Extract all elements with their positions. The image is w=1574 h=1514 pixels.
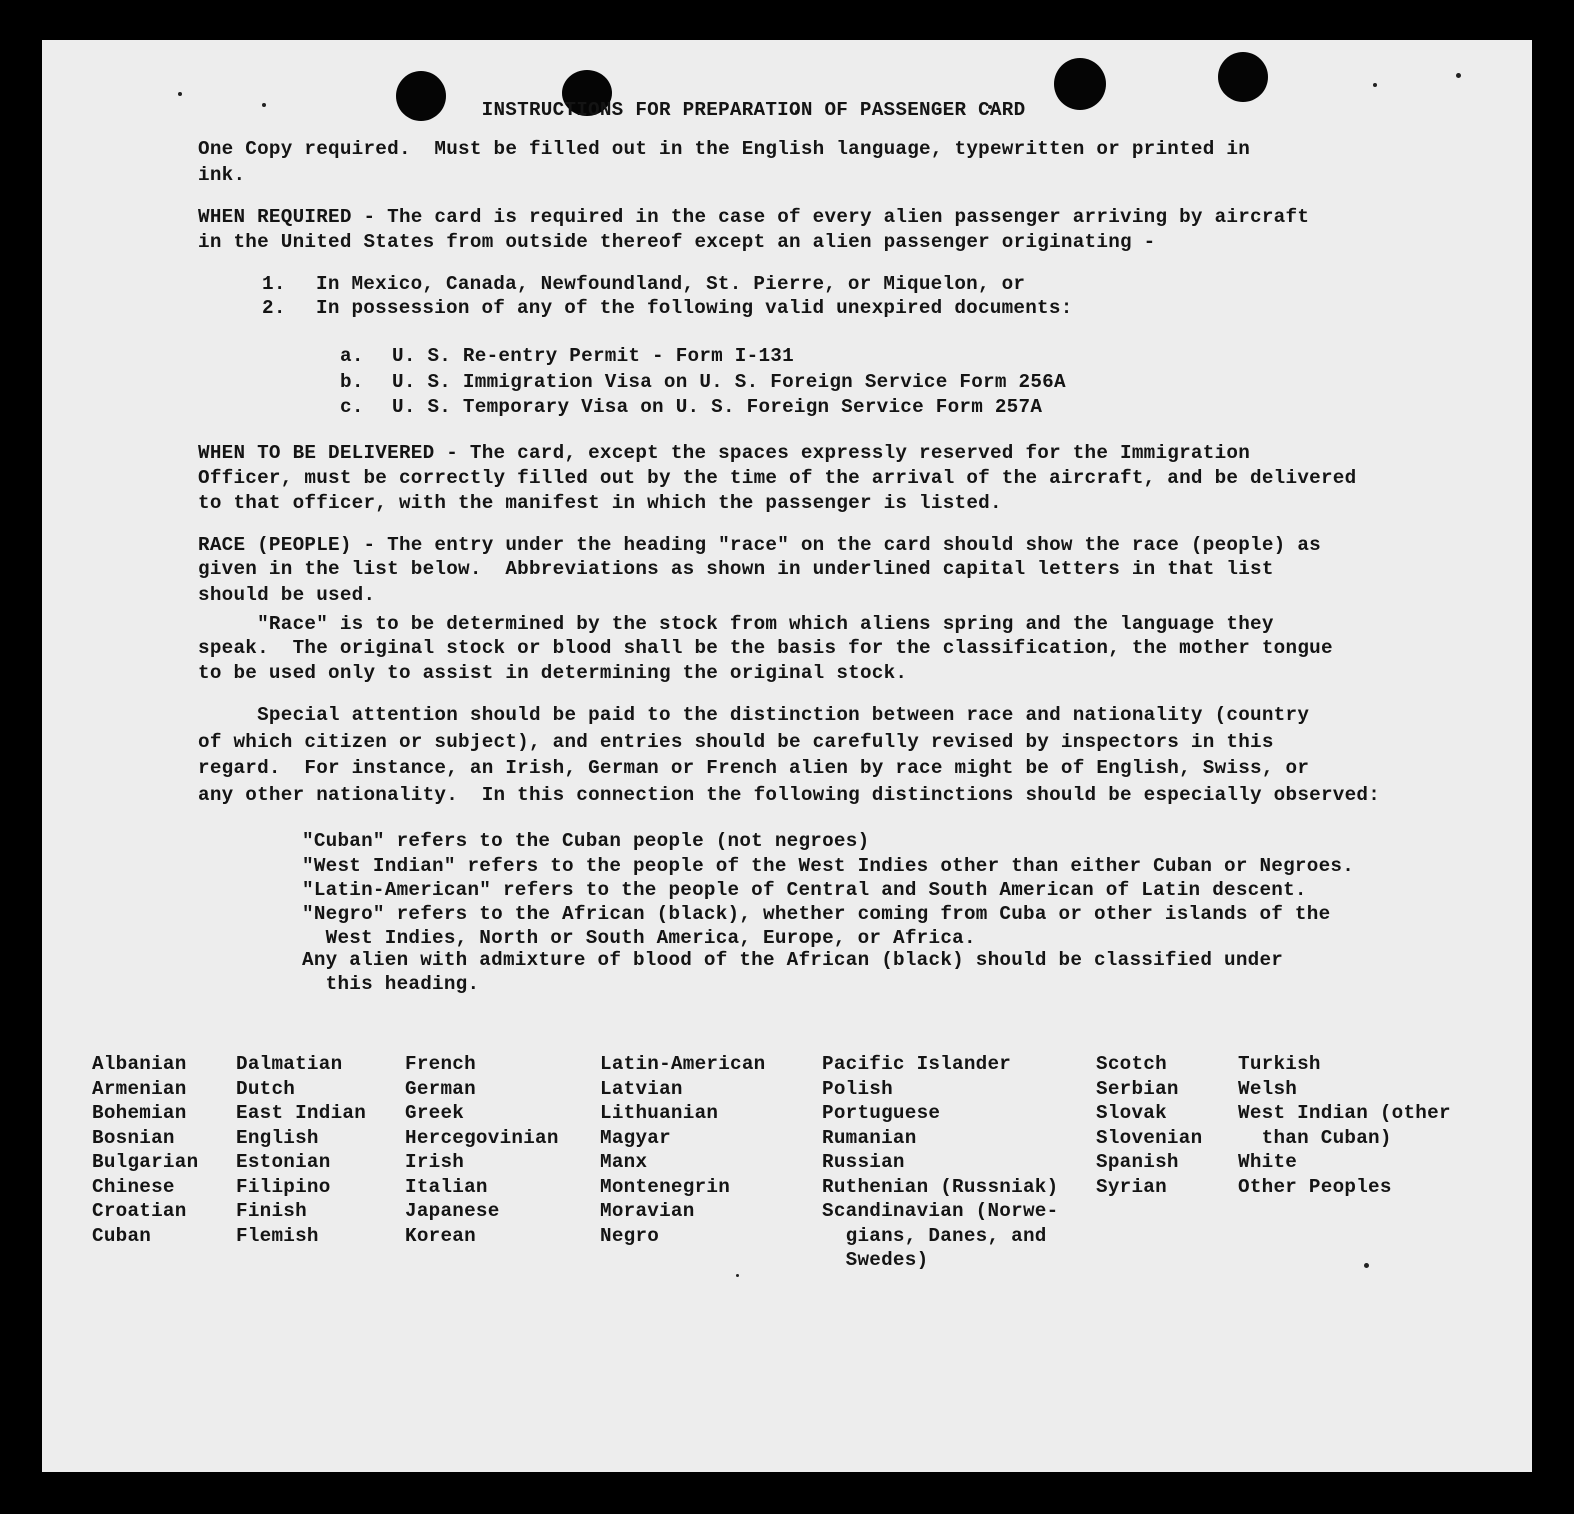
punch-hole-center-right: [1054, 58, 1106, 110]
race-column-4: [600, 1052, 766, 1248]
race-item: Spanish: [1096, 1151, 1179, 1173]
race-column-7: [1238, 1052, 1451, 1199]
document-letter: b.: [340, 371, 364, 393]
race-column-1: [92, 1052, 198, 1248]
race-item: Serbian: [1096, 1077, 1179, 1100]
distinction-line: this heading.: [302, 973, 480, 995]
race-item: Korean: [405, 1224, 476, 1247]
special-attention-line-2: of which citizen or subject), and entries should be carefully revised by inspectors in this: [198, 731, 1274, 753]
when-required-line-2: in the United States from outside thereof except an alien passenger originating -: [198, 231, 1156, 253]
speck: [178, 92, 182, 96]
race-item: Ruthenian (Russniak): [822, 1175, 1059, 1198]
document-text: U. S. Immigration Visa on U. S. Foreign Service Form 256A: [392, 371, 1066, 393]
race-item: Pacific Islander: [822, 1053, 1012, 1075]
race-item: Greek: [405, 1102, 465, 1124]
race-item: Cuban: [92, 1224, 152, 1247]
speck: [736, 1274, 739, 1277]
race-column-5: [822, 1052, 1058, 1273]
race-item: Latin-American: [600, 1053, 766, 1075]
race-item: Welsh: [1238, 1077, 1298, 1100]
document-text: U. S. Re-entry Permit - Form I-131: [392, 345, 794, 367]
race-item: Hercegovinian: [405, 1126, 559, 1149]
race-item: Estonian: [236, 1151, 331, 1173]
race-item: Bulgarian: [92, 1151, 199, 1173]
race-item: Lithuanian: [600, 1102, 719, 1124]
distinction-line: West Indies, North or South America, Europe, or Africa.: [302, 927, 976, 949]
race-people-line-3: should be used.: [198, 584, 376, 606]
race-item: Bosnian: [92, 1126, 175, 1149]
race-item: Italian: [405, 1175, 488, 1198]
race-item: English: [236, 1126, 319, 1149]
document-text: U. S. Temporary Visa on U. S. Foreign Service Form 257A: [392, 396, 1043, 418]
race-item: Moravian: [600, 1200, 695, 1222]
race-column-2: [236, 1052, 366, 1248]
race-item: Negro: [600, 1224, 660, 1247]
punch-hole-right: [1218, 52, 1268, 102]
when-required-line-1: WHEN REQUIRED - The card is required in the case of every alien passenger arriving by aircraft: [198, 206, 1310, 228]
document-letter: a.: [340, 345, 364, 367]
race-people-line-2: given in the list below. Abbreviations as shown in underlined capital letters in that list: [198, 558, 1274, 580]
race-item: Chinese: [92, 1175, 175, 1198]
special-attention-line-1: Special attention should be paid to the distinction between race and nationality (country: [198, 704, 1310, 726]
speck: [1456, 73, 1461, 78]
race-item: Dutch: [236, 1077, 296, 1100]
special-attention-line-4: any other nationality. In this connection the following distinctions should be especially observed:: [198, 784, 1381, 806]
special-attention-line-3: regard. For instance, an Irish, German or French alien by race might be of English, Swiss, or: [198, 757, 1310, 779]
race-item: Flemish: [236, 1224, 319, 1247]
race-column-3: [405, 1052, 559, 1248]
race-item: Montenegrin: [600, 1175, 731, 1198]
race-item: Dalmatian: [236, 1053, 343, 1075]
document-letter: c.: [340, 396, 364, 418]
race-item: Portuguese: [822, 1102, 941, 1124]
race-item: Finish: [236, 1200, 307, 1222]
distinction-line: "West Indian" refers to the people of the West Indies other than either Cuban or Negroes.: [302, 855, 1355, 877]
race-item: Slovenian: [1096, 1126, 1203, 1149]
race-item: Swedes): [822, 1249, 929, 1271]
punch-hole-left: [396, 71, 446, 121]
when-delivered-line-3: to that officer, with the manifest in which the passenger is listed.: [198, 492, 1002, 514]
race-item: Other Peoples: [1238, 1175, 1392, 1198]
condition-number: 2.: [262, 297, 286, 319]
race-item: German: [405, 1077, 476, 1100]
race-item: Filipino: [236, 1175, 331, 1198]
race-people-line-1: RACE (PEOPLE) - The entry under the heading "race" on the card should show the race (people) as: [198, 534, 1321, 556]
race-item: Latvian: [600, 1077, 683, 1100]
race-item: Turkish: [1238, 1053, 1321, 1075]
when-delivered-line-1: WHEN TO BE DELIVERED - The card, except the spaces expressly reserved for the Immigration: [198, 442, 1251, 464]
race-item: Manx: [600, 1151, 648, 1173]
distinction-line: "Cuban" refers to the Cuban people (not negroes): [302, 830, 870, 852]
distinction-line: "Latin-American" refers to the people of Central and South American of Latin descent.: [302, 879, 1307, 901]
condition-text: In Mexico, Canada, Newfoundland, St. Pierre, or Miquelon, or: [316, 273, 1026, 295]
race-item: Scandinavian (Norwe-: [822, 1200, 1059, 1222]
race-column-6: [1096, 1052, 1202, 1199]
race-item: Scotch: [1096, 1053, 1167, 1075]
race-item: East Indian: [236, 1102, 367, 1124]
speck: [262, 103, 266, 107]
race-item: Rumanian: [822, 1126, 917, 1149]
race-item: Slovak: [1096, 1102, 1167, 1124]
condition-text: In possession of any of the following valid unexpired documents:: [316, 297, 1073, 319]
document-title: INSTRUCTIONS FOR PREPARATION OF PASSENGER CARD: [481, 99, 1026, 121]
speck: [1373, 83, 1377, 87]
race-item: Japanese: [405, 1200, 500, 1222]
when-delivered-line-2: Officer, must be correctly filled out by the time of the arrival of the aircraft, and be delivered: [198, 467, 1357, 489]
race-item: than Cuban): [1238, 1126, 1392, 1149]
race-item: White: [1238, 1151, 1298, 1173]
race-definition-line-1: "Race" is to be determined by the stock from which aliens spring and the language they: [198, 613, 1274, 635]
intro-line-1: One Copy required. Must be filled out in the English language, typewritten or printed in: [198, 138, 1251, 160]
race-item: Polish: [822, 1077, 893, 1100]
race-item: Magyar: [600, 1126, 671, 1149]
race-definition-line-3: to be used only to assist in determining the original stock.: [198, 662, 908, 684]
race-item: French: [405, 1053, 476, 1075]
race-item: Syrian: [1096, 1175, 1167, 1198]
condition-number: 1.: [262, 273, 286, 295]
race-item: Croatian: [92, 1200, 187, 1222]
race-item: Bohemian: [92, 1102, 187, 1124]
distinction-line: "Negro" refers to the African (black), whether coming from Cuba or other islands of the: [302, 903, 1331, 925]
speck: [1364, 1263, 1369, 1268]
race-definition-line-2: speak. The original stock or blood shall be the basis for the classification, the mother tongue: [198, 637, 1333, 659]
race-item: Russian: [822, 1151, 905, 1173]
race-item: gians, Danes, and: [822, 1224, 1047, 1247]
race-item: Armenian: [92, 1077, 187, 1100]
race-item: Irish: [405, 1151, 465, 1173]
race-item: Albanian: [92, 1053, 187, 1075]
intro-line-2: ink.: [198, 164, 246, 186]
distinction-line: Any alien with admixture of blood of the African (black) should be classified under: [302, 949, 1284, 971]
race-item: West Indian (other: [1238, 1102, 1451, 1124]
